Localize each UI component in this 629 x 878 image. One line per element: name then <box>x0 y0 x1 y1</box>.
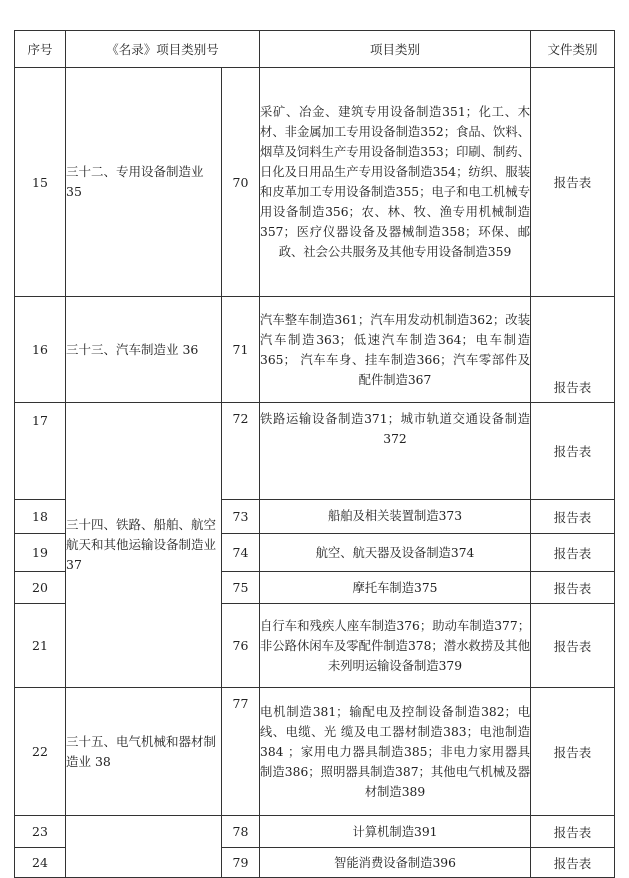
category-cell: 航空、航天器及设备制造374 <box>260 534 531 572</box>
category-cell: 汽车整车制造361；汽车用发动机制造362；改装汽车制造363；低速汽车制造364；电车制造365； 汽车车身、挂车制造366；汽车零部件及配件制造367 <box>260 297 531 403</box>
category-cell: 自行车和残疾人座车制造376；助动车制造377；非公路休闲车及零配件制造378；潜水救捞及其他未列明运输设备制造379 <box>260 604 531 688</box>
doc-type-cell: 报告表 <box>531 297 615 403</box>
code-cell: 73 <box>222 500 260 534</box>
code-cell: 79 <box>222 848 260 878</box>
group-cell: 三十三、汽车制造业 36 <box>66 297 222 403</box>
category-cell: 摩托车制造375 <box>260 572 531 604</box>
table-row <box>15 816 615 848</box>
group-cell: 三十二、专用设备制造业 35 <box>66 68 222 297</box>
row-seq: 18 <box>15 500 66 534</box>
code-cell: 78 <box>222 816 260 848</box>
row-seq: 22 <box>15 688 66 816</box>
group-cell: 三十四、铁路、船舶、航空航天和其他运输设备制造业 37 <box>66 403 222 688</box>
code-cell: 74 <box>222 534 260 572</box>
code-cell: 72 <box>222 403 260 500</box>
category-cell: 智能消费设备制造396 <box>260 848 531 878</box>
code-cell: 71 <box>222 297 260 403</box>
row-seq: 17 <box>15 403 66 500</box>
header-seq: 序号 <box>15 31 66 68</box>
doc-type-cell: 报告表 <box>531 534 615 572</box>
group-cell: 三十五、电气机械和器材制造业 38 <box>66 688 222 816</box>
doc-type-cell: 报告表 <box>531 500 615 534</box>
doc-type-cell: 报告表 <box>531 816 615 848</box>
table-row <box>15 68 615 297</box>
doc-type-cell: 报告表 <box>531 604 615 688</box>
header-doc: 文件类别 <box>531 31 615 68</box>
doc-type-cell: 报告表 <box>531 68 615 297</box>
code-cell: 76 <box>222 604 260 688</box>
doc-type-cell: 报告表 <box>531 688 615 816</box>
table-row <box>15 297 615 403</box>
doc-type-cell: 报告表 <box>531 572 615 604</box>
code-cell: 75 <box>222 572 260 604</box>
row-seq: 20 <box>15 572 66 604</box>
group-cell <box>66 816 222 878</box>
category-cell: 计算机制造391 <box>260 816 531 848</box>
category-cell: 船舶及相关装置制造373 <box>260 500 531 534</box>
row-seq: 21 <box>15 604 66 688</box>
table-row <box>15 403 615 500</box>
table-row <box>15 688 615 816</box>
classification-table <box>14 30 615 878</box>
category-cell: 电机制造381；输配电及控制设备制造382；电线、电缆、光 缆及电工器材制造383；电池制造384 ；家用电力器具制造385；非电力家用器具制造386；照明器具制造387；其他电气机械及器材制造389 <box>260 688 531 816</box>
header-category: 项目类别 <box>260 31 531 68</box>
doc-type-cell: 报告表 <box>531 403 615 500</box>
header-row <box>15 31 615 68</box>
code-cell: 77 <box>222 688 260 816</box>
header-code: 《名录》项目类别号 <box>66 31 260 68</box>
row-seq: 15 <box>15 68 66 297</box>
row-seq: 16 <box>15 297 66 403</box>
category-cell: 铁路运输设备制造371；城市轨道交通设备制造 372 <box>260 403 531 500</box>
code-cell: 70 <box>222 68 260 297</box>
row-seq: 19 <box>15 534 66 572</box>
category-cell: 采矿、冶金、建筑专用设备制造351；化工、木材、非金属加工专用设备制造352；食品、饮料、烟草及饲料生产专用设备制造353；印刷、制药、日化及日用品生产专用设备制造354；纺织、服装和皮革加工专用设备制造355；电子和电工机械专用设备制造356；农、林、牧、渔专用机械制造357；医疗仪器设备及器械制造358；环保、邮政、社会公共服务及其他专用设备制造359 <box>260 68 531 297</box>
row-seq: 24 <box>15 848 66 878</box>
doc-type-cell: 报告表 <box>531 848 615 878</box>
row-seq: 23 <box>15 816 66 848</box>
